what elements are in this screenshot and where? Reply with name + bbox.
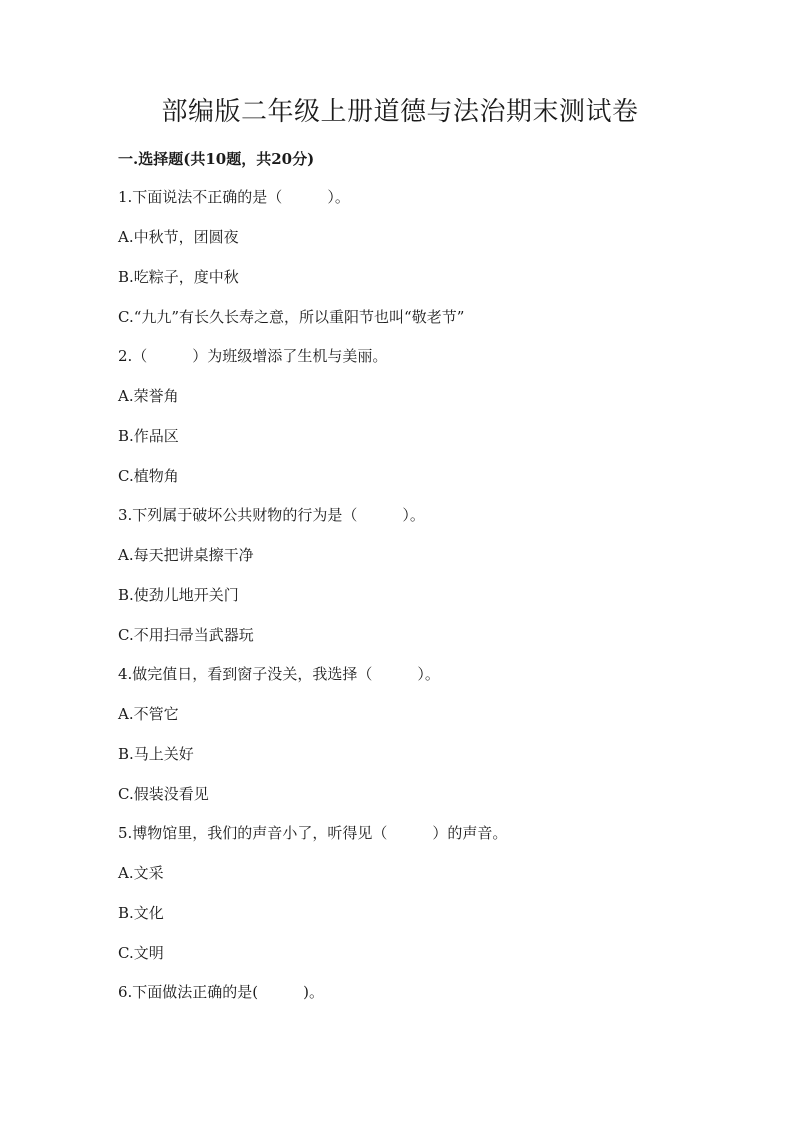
question-6-stem: 6.下面做法正确的是( )。 xyxy=(118,983,325,1001)
question-5-option-c: C.文明 xyxy=(118,944,164,962)
question-2-stem: 2.（ ）为班级增添了生机与美丽。 xyxy=(118,347,388,365)
question-1-option-a: A.中秋节，团圆夜 xyxy=(118,228,239,246)
question-5-option-b: B.文化 xyxy=(118,904,164,922)
question-2-option-a: A.荣誉角 xyxy=(118,387,179,405)
question-4-option-c: C.假装没看见 xyxy=(118,785,209,803)
question-3-option-b: B.使劲儿地开关门 xyxy=(118,586,239,604)
page-title: 部编版二年级上册道德与法治期末测试卷 xyxy=(161,97,639,127)
question-4-stem: 4.做完值日，看到窗子没关，我选择（ ）。 xyxy=(118,665,440,683)
question-3-stem: 3.下列属于破坏公共财物的行为是（ ）。 xyxy=(118,506,425,524)
question-1-option-b: B.吃粽子，度中秋 xyxy=(118,268,239,286)
question-3-option-a: A.每天把讲桌擦干净 xyxy=(118,546,254,564)
question-4-option-b: B.马上关好 xyxy=(118,745,194,763)
question-2-option-b: B.作品区 xyxy=(118,427,179,445)
question-5-option-a: A.文采 xyxy=(118,864,164,882)
question-1-option-c: C.“九九”有长久长寿之意，所以重阳节也叫“敬老节” xyxy=(118,308,465,326)
question-5-stem: 5.博物馆里，我们的声音小了，听得见（ ）的声音。 xyxy=(118,824,508,842)
question-1-stem: 1.下面说法不正确的是（ ）。 xyxy=(118,188,350,206)
question-4-option-a: A.不管它 xyxy=(118,705,179,723)
question-3-option-c: C.不用扫帚当武器玩 xyxy=(118,626,254,644)
question-2-option-c: C.植物角 xyxy=(118,467,179,485)
section-heading: 一.选择题(共10题，共20分) xyxy=(118,150,315,168)
